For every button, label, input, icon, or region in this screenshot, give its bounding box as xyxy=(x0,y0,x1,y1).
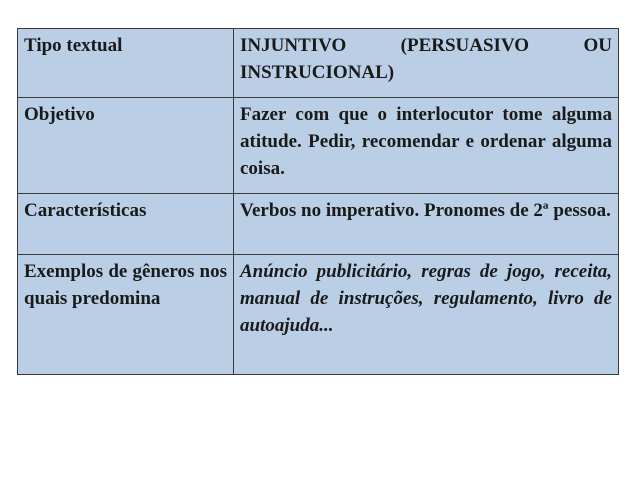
row-label-examples: Exemplos de gêneros nos quais predomina xyxy=(18,255,234,375)
row-label-objective: Objetivo xyxy=(18,98,234,194)
table-row-characteristics xyxy=(18,194,619,255)
table-row-text-type xyxy=(18,29,619,98)
row-value-objective: Fazer com que o interlocutor tome alguma atitude. Pedir, recomendar e ordenar alguma coisa. xyxy=(234,98,619,194)
table-row-objective xyxy=(18,98,619,194)
table-row-examples xyxy=(18,255,619,375)
row-value-examples: Anúncio publicitário, regras de jogo, receita, manual de instruções, regulamento, livro de autoajuda... xyxy=(234,255,619,375)
row-value-characteristics: Verbos no imperativo. Pronomes de 2ª pessoa. xyxy=(234,194,619,255)
row-label-characteristics: Características xyxy=(18,194,234,255)
row-label-text-type: Tipo textual xyxy=(18,29,234,98)
row-value-text-type: INJUNTIVO (PERSUASIVO OU INSTRUCIONAL) xyxy=(234,29,619,98)
text-type-table xyxy=(17,28,619,375)
